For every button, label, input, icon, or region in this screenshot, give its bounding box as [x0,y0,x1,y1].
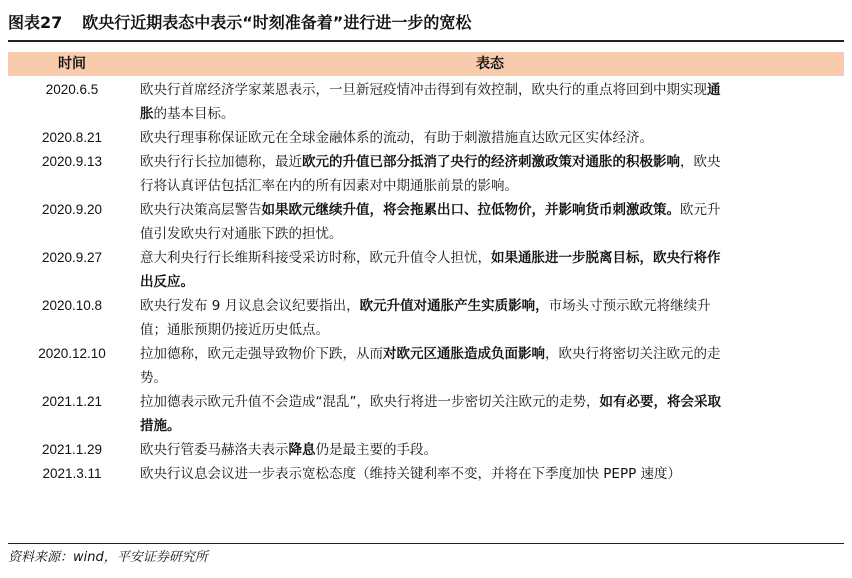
emphasis-text: 欧元升值对通胀产生实质影响， [359,298,549,314]
row-statement [136,342,830,390]
row-date: 2021.1.21 [41,394,103,409]
source-note: 资料来源：wind，平安证券研究所 [8,550,208,565]
row-statement [136,246,830,294]
row-date: 2020.9.13 [41,154,103,169]
statement-text: 市场头寸预示欧元将继续升 值；通胀预期仍接近历史低点。 [140,298,711,338]
statement-text: 拉加德表示欧元升值不会造成“混乱”，欧央行将进一步密切关注欧元的走势， [140,394,600,410]
table-row [8,150,844,198]
statement-text: ，欧央行将密切关注欧元的走 势。 [140,346,721,386]
statement-text: 欧央行理事称保证欧元在全球金融体系的流动，有助于刺激措施直达欧元区实体经济。 [140,130,653,146]
emphasis-text: 如果通胀进一步脱离目标，欧央行将作 出反应。 [140,250,721,290]
table-row [8,342,844,390]
emphasis-text: 降息 [288,442,316,458]
statement-text: 的基本目标。 [153,106,235,122]
emphasis-text: 如果欧元继续升值，将会拖累出口、拉低物价，并影响货币刺激政策。 [261,202,680,218]
table-header [8,52,844,76]
table-row [8,246,844,294]
figure-label: 图表27 [8,13,63,32]
statement-text: 欧央行首席经济学家莱恩表示，一旦新冠疫情冲击得到有效控制，欧央行的重点将回到中期实现 [140,82,707,98]
emphasis-text: 欧元的升值已部分抵消了央行的经济刺激政策对通胀的积极影响 [302,154,680,170]
table-row [8,198,844,246]
table-row [8,390,844,438]
statement-text: 欧央行管委马赫洛夫表示 [140,442,289,458]
table-bottom-rule [8,543,844,544]
row-date: 2021.3.11 [42,466,102,481]
figure-title [8,8,844,38]
statement-text: 意大利央行行长维斯科接受采访时称，欧元升值令人担忧， [140,250,491,266]
row-statement [136,126,830,150]
row-statement [136,198,830,246]
statement-text: 欧央行议息会议进一步表示宽松态度（维持关键利率不变，并将在下季度加快 PEPP 速度） [140,466,682,482]
emphasis-text: 对欧元区通胀造成负面影响 [383,346,545,362]
statement-text: 拉加德称，欧元走强导致物价下跌，从而 [140,346,383,362]
title-divider [8,40,844,42]
table-row [8,462,844,486]
statement-text: 欧央行发布 9 月议息会议纪要指出， [140,298,360,314]
table-row [8,294,844,342]
table-body [8,78,844,486]
emphasis-text: 通 胀 [140,82,721,122]
statement-text: 欧央行行长拉加德称，最近 [140,154,302,170]
row-statement [136,150,830,198]
row-date: 2021.1.29 [41,442,103,457]
row-date: 2020.10.8 [41,298,103,313]
row-statement [136,438,830,462]
table-row [8,126,844,150]
statement-text: 欧元升 值引发欧央行对通胀下跌的担忧。 [140,202,721,242]
figure-title-text: 欧央行近期表态中表示“时刻准备着”进行进一步的宽松 [82,13,472,32]
header-date: 时间 [58,56,86,72]
statement-text: 仍是最主要的手段。 [315,442,437,458]
row-statement [136,390,830,438]
statement-text: 欧央行决策高层警告 [140,202,262,218]
table-row [8,78,844,126]
row-statement [136,78,830,126]
statement-text: ，欧央 行将认真评估包括汇率在内的所有因素对中期通胀前景的影响。 [140,154,721,194]
row-date: 2020.8.21 [41,130,103,145]
emphasis-text: 如有必要，将会采取 措施。 [140,394,721,434]
row-date: 2020.9.20 [41,202,103,217]
row-date: 2020.6.5 [45,82,99,97]
row-date: 2020.12.10 [38,346,106,361]
row-date: 2020.9.27 [41,250,103,265]
row-statement [136,462,830,486]
header-statement: 表态 [476,56,504,72]
row-statement [136,294,830,342]
table-row [8,438,844,462]
